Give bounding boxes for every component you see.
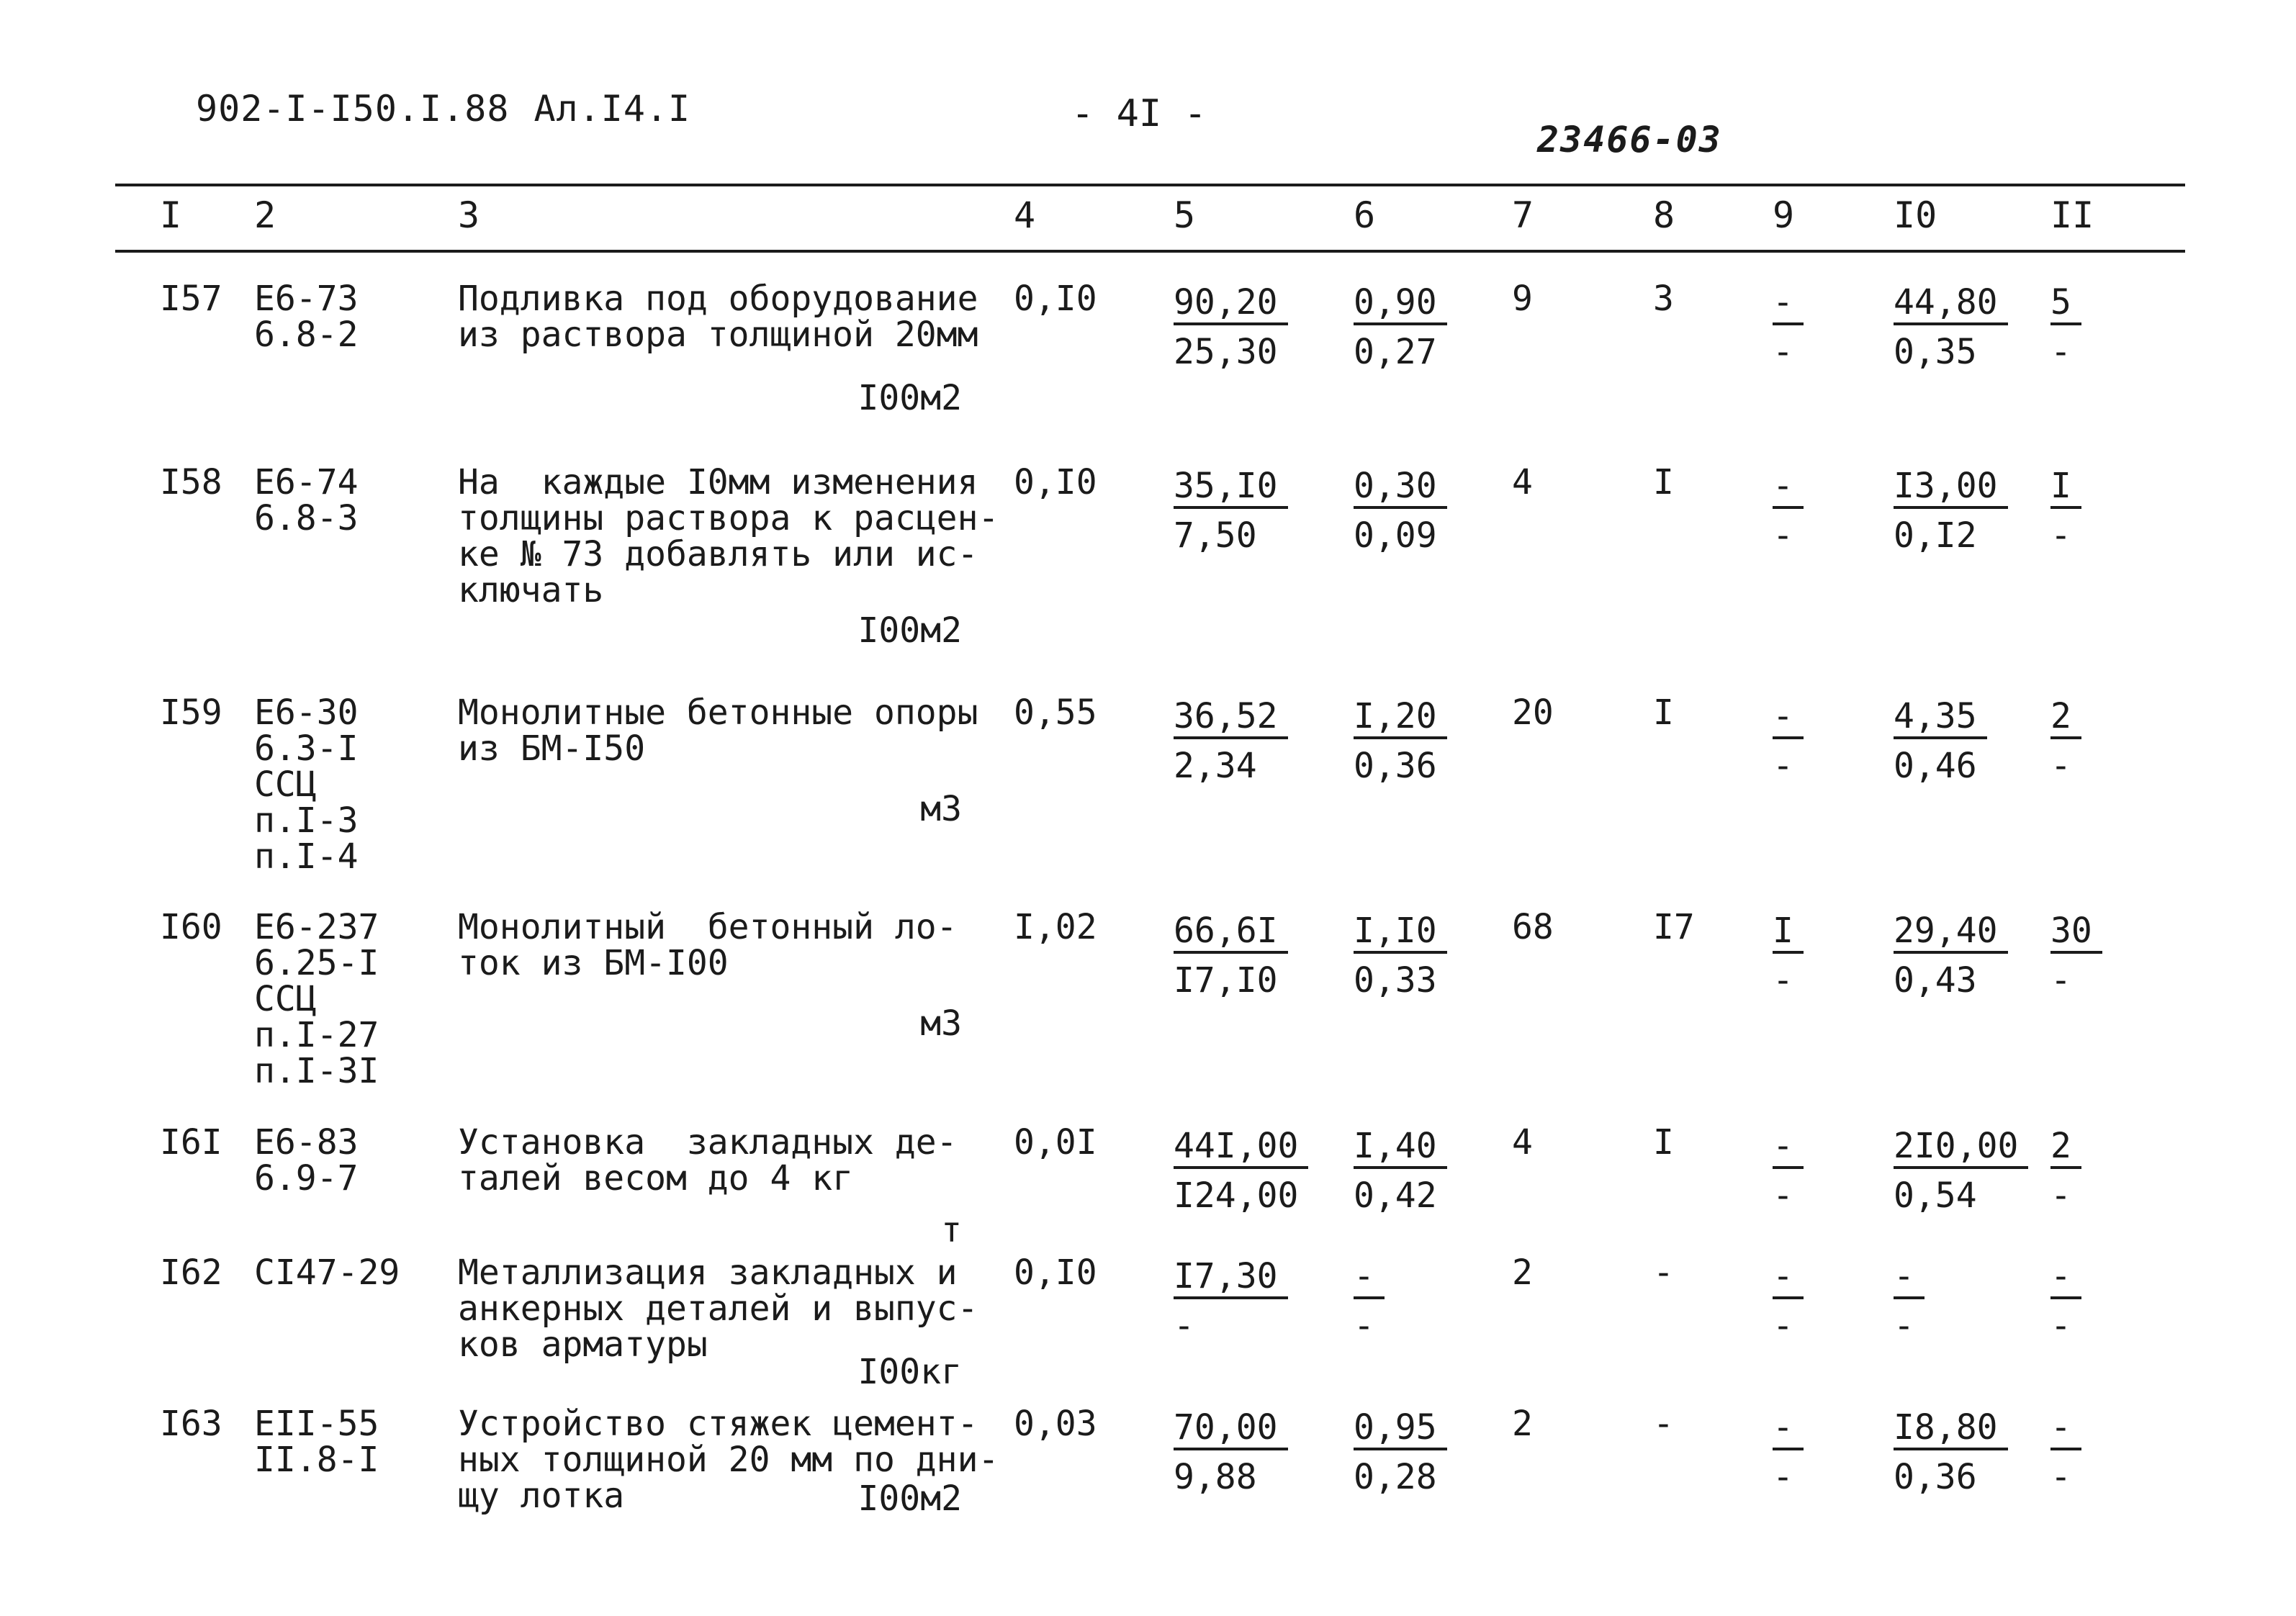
col11-value xyxy=(2050,281,2081,376)
col5-value xyxy=(1174,1406,1288,1501)
col8-value: I xyxy=(1653,692,1674,733)
work-description: На каждые I0мм изменения толщины раствора к расцен- ке № 73 добавлять или ис- ключать xyxy=(458,462,999,610)
col9-top: - xyxy=(1773,281,1804,325)
col5-top: 66,6I xyxy=(1174,909,1288,954)
row-number: I60 xyxy=(160,907,222,947)
table-top-rule xyxy=(115,184,2185,186)
col11-top: - xyxy=(2050,1255,2081,1299)
column-header: 2 xyxy=(254,194,276,236)
col7-value: 4 xyxy=(1512,462,1533,502)
col6-value xyxy=(1354,909,1447,1004)
col11-top: I xyxy=(2050,464,2081,509)
work-description: Установка закладных де- талей весом до 4 кг xyxy=(458,1122,958,1199)
doc-code: 902-I-I50.I.88 xyxy=(196,88,510,130)
col9-bottom: - xyxy=(1773,332,1793,372)
col9-bottom: - xyxy=(1773,1306,1793,1346)
col11-bottom: - xyxy=(2050,746,2071,786)
col5-bottom: 9,88 xyxy=(1174,1457,1257,1497)
col9-bottom: - xyxy=(1773,1175,1793,1216)
col11-top: 2 xyxy=(2050,695,2081,739)
work-description: Подливка под оборудование из раствора толщиной 20мм xyxy=(458,279,978,355)
quantity: 0,I0 xyxy=(1014,462,1097,502)
col11-bottom: - xyxy=(2050,960,2071,1001)
col11-bottom: - xyxy=(2050,332,2071,372)
col5-top: 35,I0 xyxy=(1174,464,1288,509)
rate-code: Е6-73 6.8-2 xyxy=(254,279,359,355)
col10-value xyxy=(1894,695,1987,790)
column-header: 4 xyxy=(1014,194,1036,236)
col9-bottom: - xyxy=(1773,515,1793,556)
col10-top: 29,40 xyxy=(1894,909,2008,954)
col9-value xyxy=(1773,695,1804,790)
col10-value xyxy=(1894,1406,2008,1501)
page-number: - 4I - xyxy=(1071,92,1207,135)
col6-top: 0,95 xyxy=(1354,1406,1447,1450)
col9-value xyxy=(1773,1124,1804,1219)
col10-top: - xyxy=(1894,1255,1924,1299)
col11-value xyxy=(2050,1406,2081,1501)
col10-bottom: 0,36 xyxy=(1894,1457,1977,1497)
col5-value xyxy=(1174,909,1288,1004)
rate-code: ЕII-55 II.8-I xyxy=(254,1404,379,1480)
col10-value xyxy=(1894,1255,1924,1350)
col6-bottom: 0,09 xyxy=(1354,515,1437,556)
col5-bottom: 25,30 xyxy=(1174,332,1278,372)
col5-bottom: I7,I0 xyxy=(1174,960,1278,1001)
col8-value: I7 xyxy=(1653,907,1695,947)
unit-of-measure: I00кг xyxy=(857,1352,962,1392)
document-header xyxy=(196,88,715,130)
col5-bottom: 2,34 xyxy=(1174,746,1257,786)
col6-value xyxy=(1354,695,1447,790)
unit-of-measure: I00м2 xyxy=(857,610,962,651)
col6-bottom: 0,33 xyxy=(1354,960,1437,1001)
col5-value xyxy=(1174,281,1288,376)
unit-of-measure: I00м2 xyxy=(857,1479,962,1519)
column-header: 9 xyxy=(1773,194,1795,236)
column-header: 7 xyxy=(1512,194,1534,236)
col6-top: 0,30 xyxy=(1354,464,1447,509)
archive-stamp: 23466-03 xyxy=(1537,119,1722,161)
col11-top: 30 xyxy=(2050,909,2102,954)
col9-bottom: - xyxy=(1773,746,1793,786)
col9-value xyxy=(1773,1406,1804,1501)
col10-top: 4,35 xyxy=(1894,695,1987,739)
col9-top: - xyxy=(1773,1406,1804,1450)
col6-top: I,40 xyxy=(1354,1124,1447,1169)
col5-value xyxy=(1174,1124,1308,1219)
col10-bottom: 0,43 xyxy=(1894,960,1977,1001)
col9-value xyxy=(1773,281,1804,376)
table-header-rule xyxy=(115,250,2185,253)
col5-top: 44I,00 xyxy=(1174,1124,1308,1169)
col11-value xyxy=(2050,695,2081,790)
column-header: 8 xyxy=(1653,194,1675,236)
col6-value xyxy=(1354,464,1447,559)
col7-value: 20 xyxy=(1512,692,1554,733)
col10-top: I8,80 xyxy=(1894,1406,2008,1450)
col9-value xyxy=(1773,464,1804,559)
col11-value xyxy=(2050,464,2081,559)
col11-bottom: - xyxy=(2050,515,2071,556)
col6-bottom: 0,42 xyxy=(1354,1175,1437,1216)
col6-bottom: - xyxy=(1354,1306,1374,1346)
col7-value: 68 xyxy=(1512,907,1554,947)
col8-value: - xyxy=(1653,1252,1674,1293)
row-number: I6I xyxy=(160,1122,222,1163)
row-number: I63 xyxy=(160,1404,222,1444)
col10-value xyxy=(1894,464,2008,559)
col6-value xyxy=(1354,281,1447,376)
unit-of-measure: т xyxy=(941,1210,962,1250)
col5-bottom: I24,00 xyxy=(1174,1175,1299,1216)
col6-value xyxy=(1354,1255,1385,1350)
sheet-label: Ал.I4.I xyxy=(534,88,691,130)
work-description: Металлизация закладных и анкерных деталей и выпус- ков арматуры xyxy=(458,1252,978,1365)
col9-value xyxy=(1773,909,1804,1004)
row-number: I62 xyxy=(160,1252,222,1293)
col11-value xyxy=(2050,909,2102,1004)
unit-of-measure: I00м2 xyxy=(857,378,962,418)
rate-code: СI47-29 xyxy=(254,1252,400,1293)
col7-value: 2 xyxy=(1512,1252,1533,1293)
row-number: I57 xyxy=(160,279,222,319)
rate-code: Е6-74 6.8-3 xyxy=(254,462,359,538)
quantity: 0,55 xyxy=(1014,692,1097,733)
col9-bottom: - xyxy=(1773,960,1793,1001)
col7-value: 4 xyxy=(1512,1122,1533,1163)
col11-bottom: - xyxy=(2050,1457,2071,1497)
col6-bottom: 0,27 xyxy=(1354,332,1437,372)
col9-top: I xyxy=(1773,909,1804,954)
col6-top: I,20 xyxy=(1354,695,1447,739)
col9-top: - xyxy=(1773,695,1804,739)
col10-bottom: 0,54 xyxy=(1894,1175,1977,1216)
work-description: Монолитные бетонные опоры из БМ-I50 xyxy=(458,692,978,769)
rate-code: Е6-83 6.9-7 xyxy=(254,1122,359,1199)
column-header: I0 xyxy=(1894,194,1937,236)
col5-top: 90,20 xyxy=(1174,281,1288,325)
col9-value xyxy=(1773,1255,1804,1350)
col9-top: - xyxy=(1773,464,1804,509)
col11-value xyxy=(2050,1255,2081,1350)
col7-value: 2 xyxy=(1512,1404,1533,1444)
col10-bottom: - xyxy=(1894,1306,1914,1346)
col11-bottom: - xyxy=(2050,1175,2071,1216)
col8-value: I xyxy=(1653,462,1674,502)
col8-value: 3 xyxy=(1653,279,1674,319)
col6-value xyxy=(1354,1406,1447,1501)
col9-bottom: - xyxy=(1773,1457,1793,1497)
col10-value xyxy=(1894,281,2008,376)
col5-value xyxy=(1174,1255,1288,1350)
col5-value xyxy=(1174,695,1288,790)
col10-top: I3,00 xyxy=(1894,464,2008,509)
col9-top: - xyxy=(1773,1255,1804,1299)
col6-top: - xyxy=(1354,1255,1385,1299)
column-header: II xyxy=(2050,194,2094,236)
col5-bottom: 7,50 xyxy=(1174,515,1257,556)
rate-code: Е6-237 6.25-I ССЦ п.I-27 п.I-3I xyxy=(254,907,379,1091)
col6-top: I,I0 xyxy=(1354,909,1447,954)
col5-value xyxy=(1174,464,1288,559)
col10-bottom: 0,I2 xyxy=(1894,515,1977,556)
column-header: 3 xyxy=(458,194,480,236)
col11-top: 2 xyxy=(2050,1124,2081,1169)
col9-top: - xyxy=(1773,1124,1804,1169)
col10-bottom: 0,46 xyxy=(1894,746,1977,786)
col7-value: 9 xyxy=(1512,279,1533,319)
row-number: I58 xyxy=(160,462,222,502)
quantity: 0,I0 xyxy=(1014,279,1097,319)
rate-code: Е6-30 6.3-I ССЦ п.I-3 п.I-4 xyxy=(254,692,359,877)
work-description: Устройство стяжек цемент- ных толщиной 20 мм по дни- щу лотка xyxy=(458,1404,999,1516)
col10-bottom: 0,35 xyxy=(1894,332,1977,372)
col6-top: 0,90 xyxy=(1354,281,1447,325)
col11-top: - xyxy=(2050,1406,2081,1450)
column-header: 6 xyxy=(1354,194,1376,236)
col5-top: 70,00 xyxy=(1174,1406,1288,1450)
col6-value xyxy=(1354,1124,1447,1219)
col6-bottom: 0,28 xyxy=(1354,1457,1437,1497)
col11-value xyxy=(2050,1124,2081,1219)
col5-top: I7,30 xyxy=(1174,1255,1288,1299)
col11-top: 5 xyxy=(2050,281,2081,325)
quantity: 0,I0 xyxy=(1014,1252,1097,1293)
unit-of-measure: м3 xyxy=(920,789,962,829)
work-description: Монолитный бетонный ло- ток из БМ-I00 xyxy=(458,907,958,983)
col11-bottom: - xyxy=(2050,1306,2071,1346)
column-header: 5 xyxy=(1174,194,1196,236)
col8-value: - xyxy=(1653,1404,1674,1444)
quantity: I,02 xyxy=(1014,907,1097,947)
col10-top: 2I0,00 xyxy=(1894,1124,2028,1169)
col5-bottom: - xyxy=(1174,1306,1194,1346)
column-header: I xyxy=(160,194,182,236)
col6-bottom: 0,36 xyxy=(1354,746,1437,786)
col8-value: I xyxy=(1653,1122,1674,1163)
col10-value xyxy=(1894,909,2008,1004)
col10-top: 44,80 xyxy=(1894,281,2008,325)
col5-top: 36,52 xyxy=(1174,695,1288,739)
col10-value xyxy=(1894,1124,2028,1219)
row-number: I59 xyxy=(160,692,222,733)
unit-of-measure: м3 xyxy=(920,1003,962,1044)
quantity: 0,03 xyxy=(1014,1404,1097,1444)
quantity: 0,0I xyxy=(1014,1122,1097,1163)
